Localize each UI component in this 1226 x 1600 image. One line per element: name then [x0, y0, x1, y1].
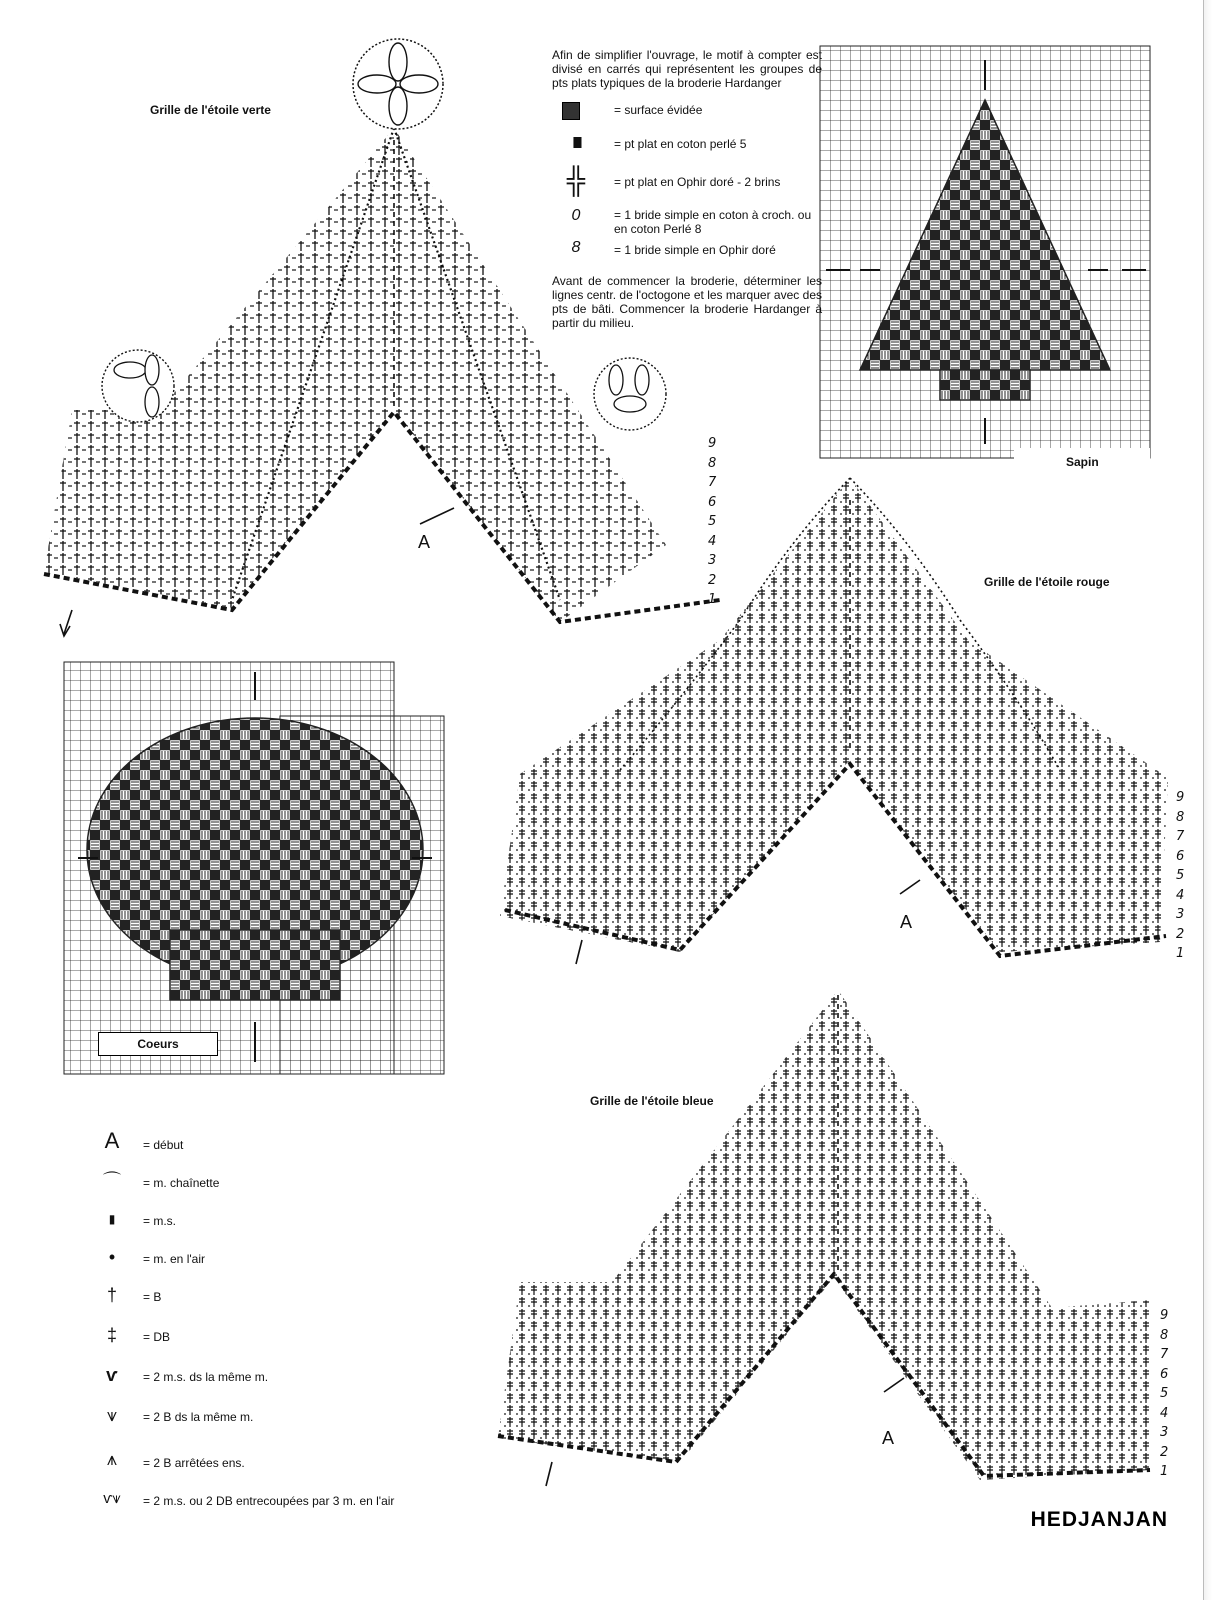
- legend-zero: = 1 bride simple en coton à croch. ou en coton Perlé 8: [614, 208, 812, 236]
- legend-b: = B: [143, 1290, 162, 1304]
- bleue-chart: [498, 990, 1150, 1486]
- row-number: 3: [1160, 1425, 1169, 1440]
- legend-satin: = pt plat en coton perlé 5: [614, 137, 747, 151]
- legend-picot: = 2 m.s. ou 2 DB entrecoupées par 3 m. en l'air: [143, 1494, 395, 1508]
- legend-2b-arretees: = 2 B arrêtées ens.: [143, 1456, 245, 1470]
- legend-ms: = m.s.: [143, 1214, 177, 1228]
- sapin-chart: [820, 46, 1150, 468]
- title-sapin: Sapin: [1066, 455, 1099, 469]
- coeurs-chart: [64, 662, 444, 1074]
- legend-dark-square-icon: [562, 100, 580, 125]
- row-number: 4: [1160, 1405, 1169, 1421]
- row-number: 1: [708, 592, 717, 607]
- row-number: 7: [1160, 1347, 1169, 1362]
- legend-eight: = 1 bride simple en Ophir doré: [614, 243, 776, 257]
- row-number: 9: [1160, 1308, 1169, 1323]
- two-dc-together-icon: ⩚: [106, 1449, 118, 1469]
- cross-satin-icon: ╬: [566, 165, 586, 195]
- row-number: 8: [708, 455, 717, 471]
- tr-icon: ‡: [106, 1325, 117, 1345]
- dc-icon: †: [106, 1285, 117, 1305]
- row-number: 5: [1176, 868, 1185, 883]
- start-marker-bleue: A: [882, 1428, 895, 1448]
- row-number: 8: [1160, 1327, 1169, 1343]
- row-number: 9: [708, 436, 717, 451]
- legend-chainette: = m. chaînette: [143, 1176, 220, 1190]
- verte-chart: [44, 39, 720, 636]
- row-numbers-verte: [708, 434, 716, 610]
- row-number: 1: [1160, 1464, 1169, 1479]
- start-marker-verte: A: [418, 532, 431, 552]
- legend-surface: = surface évidée: [614, 103, 703, 117]
- two-dc-same-icon: ⩛: [106, 1405, 118, 1425]
- title-coeurs: Coeurs: [98, 1032, 218, 1056]
- legend-2b-same: = 2 B ds la même m.: [143, 1410, 254, 1424]
- title-rouge: Grille de l'étoile rouge: [984, 575, 1110, 589]
- row-number: 3: [708, 553, 717, 568]
- row-number: 2: [1160, 1444, 1169, 1460]
- row-number: 7: [708, 475, 717, 490]
- row-numbers-bleue: [1160, 1306, 1168, 1482]
- zero-icon: 0: [571, 207, 581, 224]
- dot-icon: •: [108, 1247, 116, 1267]
- chain-arc-icon: ⌒: [103, 1171, 121, 1191]
- row-number: 4: [1176, 887, 1185, 903]
- row-number: 5: [1160, 1386, 1169, 1401]
- row-number: 4: [708, 533, 717, 549]
- legend-debut: = début: [143, 1138, 184, 1152]
- intro-text-2: Avant de commencer la broderie, déterminer les lignes centr. de l'octogone et les marquer avec des pts de bâti. Commencer la broderie Hardanger à partir du milieu.: [552, 274, 822, 330]
- legend-cross-satin: = pt plat en Ophir doré - 2 brins: [614, 175, 781, 189]
- row-number: 3: [1176, 907, 1185, 922]
- start-marker-rouge: A: [900, 912, 913, 932]
- title-bleue: Grille de l'étoile bleue: [590, 1094, 714, 1108]
- row-number: 6: [1160, 1366, 1169, 1382]
- row-number: 2: [708, 572, 717, 588]
- row-number: 1: [1176, 946, 1185, 961]
- legend-2ms: = 2 m.s. ds la même m.: [143, 1370, 269, 1384]
- brand-watermark: HEDJANJAN: [1030, 1508, 1168, 1531]
- eight-icon: 8: [571, 239, 581, 256]
- row-number: 6: [1176, 848, 1185, 864]
- start-a-icon: A: [104, 1128, 120, 1153]
- legend-db: = DB: [143, 1330, 171, 1344]
- row-number: 7: [1176, 829, 1185, 844]
- sc-bar-icon: ▮: [108, 1212, 116, 1226]
- satin-stitch-icon: IIIII: [572, 135, 580, 152]
- row-number: 5: [708, 514, 717, 529]
- title-verte: Grille de l'étoile verte: [150, 103, 271, 117]
- legend-en-lair: = m. en l'air: [143, 1252, 205, 1266]
- row-number: 9: [1176, 790, 1185, 805]
- picot-icon: ⱱ⩛: [103, 1490, 121, 1507]
- row-number: 6: [708, 494, 717, 510]
- row-numbers-rouge: [1176, 788, 1184, 964]
- two-sc-icon: ѵ: [106, 1365, 118, 1385]
- intro-text: Afin de simplifier l'ouvrage, le motif à compter est divisé en carrés qui représentent les groupes de pts plats typiques de la broderie Hardanger: [552, 48, 822, 90]
- row-number: 2: [1176, 926, 1185, 942]
- row-number: 8: [1176, 809, 1185, 825]
